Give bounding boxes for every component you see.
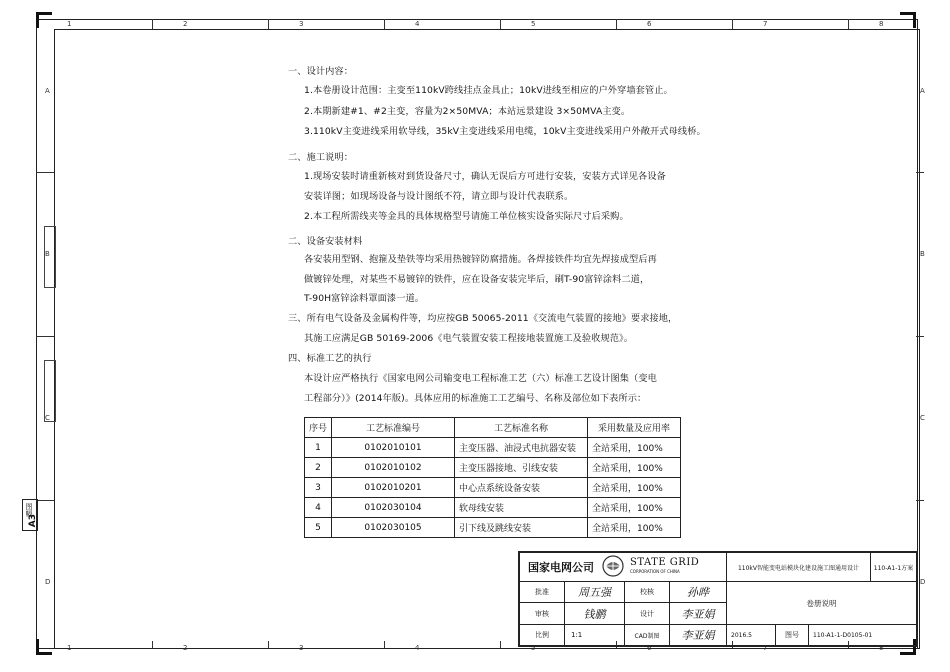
zone-tick	[36, 500, 54, 501]
design-signature: 李亚娟	[669, 602, 727, 625]
zone-column-number: 4	[415, 20, 420, 28]
header-rate: 采用数量及应用率	[588, 418, 681, 438]
cell-seq: 1	[305, 438, 332, 458]
cell-name: 主变压器接地、引线安装	[455, 458, 588, 478]
approve-signature: 周五强	[564, 581, 625, 603]
section-3-title: 二、设备安装材料	[288, 236, 363, 247]
cell-rate: 全站采用，100%	[588, 478, 681, 498]
zone-column-number: 3	[299, 20, 304, 28]
zone-row-letter: D	[920, 578, 926, 586]
table-row	[305, 498, 681, 518]
section-1-item-1: 1.本卷册设计范围：主变至110kV跨线挂点金具止；10kV进线至相应的户外穿墙套管止。	[304, 85, 673, 96]
drawing-title: 卷册说明	[726, 581, 917, 625]
zone-tick	[36, 336, 54, 337]
zone-tick	[268, 19, 269, 29]
corner-mark	[36, 639, 39, 655]
section-2-item-1b: 安装详图；如现场设备与设计图纸不符，请立即与设计代表联系。	[304, 191, 574, 202]
cell-rate: 全站采用，100%	[588, 438, 681, 458]
zone-tick	[384, 19, 385, 29]
cell-seq: 5	[305, 518, 332, 538]
section-3-text-c: T-90H富锌涂料罩面漆一道。	[304, 293, 425, 304]
company-name-en: STATE GRID	[630, 557, 700, 568]
binding-margin-mark	[44, 226, 56, 288]
cell-rate: 全站采用，100%	[588, 498, 681, 518]
check-signature: 孙晔	[669, 581, 727, 603]
zone-tick	[500, 19, 501, 29]
zone-tick	[152, 19, 153, 29]
section-2-title: 二、施工说明：	[288, 152, 354, 163]
zone-column-number: 4	[415, 644, 420, 652]
table-row	[305, 458, 681, 478]
section-5-text-a: 本设计应严格执行《国家电网公司输变电工程标准工艺（六）标准工艺设计图集（变电	[304, 373, 657, 384]
date-value: 2016.5	[726, 624, 776, 646]
table-row	[305, 518, 681, 538]
cell-rate: 全站采用，100%	[588, 518, 681, 538]
cell-code: 0102030104	[332, 498, 455, 518]
cell-seq: 4	[305, 498, 332, 518]
header-name: 工艺标准名称	[455, 418, 588, 438]
zone-tick	[268, 641, 269, 648]
zone-column-number: 6	[647, 20, 652, 28]
cell-seq: 3	[305, 478, 332, 498]
zone-column-number: 5	[531, 644, 536, 652]
zone-tick	[916, 500, 924, 501]
cell-code: 0102030105	[332, 518, 455, 538]
review-signature: 钱鹏	[564, 602, 625, 625]
section-4-text-b: 其施工应满足GB 50169-2006《电气装置安装工程接地装置施工及验收规范》。	[304, 333, 634, 344]
zone-tick	[916, 336, 924, 337]
company-name-cn: 国家电网公司	[528, 561, 594, 574]
drawing-no-value: 110-A1-1-D0105-01	[808, 624, 917, 646]
cell-code: 0102010102	[332, 458, 455, 478]
cad-signature: 李亚娟	[669, 624, 727, 646]
zone-tick	[848, 19, 849, 29]
section-2-item-2: 2.本工程所需线夹等金具的具体规格型号请施工单位核实设备实际尺寸后采购。	[304, 211, 629, 222]
zone-tick	[916, 172, 924, 173]
cell-code: 0102010101	[332, 438, 455, 458]
section-1-item-3: 3.110kV主变进线采用软导线，35kV主变进线采用电缆，10kV主变进线采用户外敞开式母线桥。	[304, 126, 706, 137]
zone-column-number: 8	[879, 644, 884, 652]
section-3-text-b: 做镀锌处理，对某些不易镀锌的铁件，应在设备安装完毕后，刷T-90富锌涂料二道，	[304, 274, 650, 285]
corner-mark	[913, 12, 916, 28]
review-label: 审核	[519, 602, 565, 625]
zone-column-number: 1	[67, 20, 72, 28]
state-grid-logo-icon	[602, 555, 624, 579]
sheet-size-label: 图幅	[25, 503, 33, 517]
zone-tick	[500, 641, 501, 648]
zone-row-letter: C	[45, 414, 50, 422]
standards-table	[304, 417, 681, 538]
cell-name: 软母线安装	[455, 498, 588, 518]
zone-column-number: 6	[647, 644, 652, 652]
zone-tick	[616, 19, 617, 29]
company-en-block	[630, 558, 699, 576]
zone-row-letter: C	[920, 414, 925, 422]
binding-margin-mark	[44, 360, 56, 422]
section-1-item-2: 2.本期新建#1、#2主变，容量为2×50MVA；本站远景建设 3×50MVA主变。	[304, 106, 631, 117]
zone-column-number: 2	[183, 20, 188, 28]
zone-tick	[152, 641, 153, 648]
header-seq: 序号	[305, 418, 332, 438]
zone-column-number: 5	[531, 20, 536, 28]
sheet-size: A3	[28, 514, 38, 528]
cell-seq: 2	[305, 458, 332, 478]
zone-column-number: 8	[879, 20, 884, 28]
zone-column-number: 7	[763, 644, 768, 652]
zone-row-letter: B	[45, 250, 50, 258]
cell-code: 0102010201	[332, 478, 455, 498]
header-code: 工艺标准编号	[332, 418, 455, 438]
zone-tick	[384, 641, 385, 648]
section-3-text-a: 各安装用型钢、抱箍及垫铁等均采用热镀锌防腐措施。各焊接铁件均宜先焊接成型后再	[304, 254, 657, 265]
zone-row-letter: D	[45, 578, 51, 586]
zone-row-letter: B	[920, 250, 925, 258]
zone-row-letter: A	[920, 87, 925, 95]
zone-column-number: 2	[183, 644, 188, 652]
zone-tick	[36, 172, 54, 173]
scale-value: 1:1	[564, 624, 625, 646]
section-4-text-a: 三、所有电气设备及金属构件等，均应按GB 50065-2011《交流电气装置的接地》要求接地，	[288, 313, 678, 324]
company-cell	[519, 552, 727, 582]
cell-name: 中心点系统设备安装	[455, 478, 588, 498]
company-name-en-sub: CORPORATION OF CHINA	[630, 569, 680, 574]
title-block	[518, 551, 918, 647]
section-1-title: 一、设计内容：	[288, 66, 354, 77]
zone-row-letter: A	[45, 87, 50, 95]
project-name: 110kV智能变电站模块化建设施工图通用设计	[726, 552, 871, 582]
section-5-text-b: 工程部分）》(2014年版)。具体应用的标准施工工艺编号、名称及部位如下表所示：	[304, 393, 647, 404]
corner-mark	[36, 12, 39, 28]
cell-rate: 全站采用，100%	[588, 458, 681, 478]
zone-column-number: 7	[763, 20, 768, 28]
cell-name: 引下线及跳线安装	[455, 518, 588, 538]
section-5-title: 四、标准工艺的执行	[288, 353, 372, 364]
zone-tick	[732, 19, 733, 29]
approve-label: 批准	[519, 581, 565, 603]
cell-name: 主变压器、油浸式电抗器安装	[455, 438, 588, 458]
table-header-row	[305, 418, 681, 438]
project-code: 110-A1-1方案	[870, 552, 917, 582]
cad-label: CAD制图	[624, 624, 670, 646]
drawing-no-label: 图号	[775, 624, 809, 646]
design-label: 设计	[624, 602, 670, 625]
section-2-item-1a: 1.现场安装时请重新核对到货设备尺寸，确认无误后方可进行安装，安装方式详见各设备	[304, 171, 666, 182]
check-label: 校核	[624, 581, 670, 603]
zone-column-number: 3	[299, 644, 304, 652]
table-row	[305, 438, 681, 458]
scale-label: 比例	[519, 624, 565, 646]
zone-column-number: 1	[67, 644, 72, 652]
table-row	[305, 478, 681, 498]
